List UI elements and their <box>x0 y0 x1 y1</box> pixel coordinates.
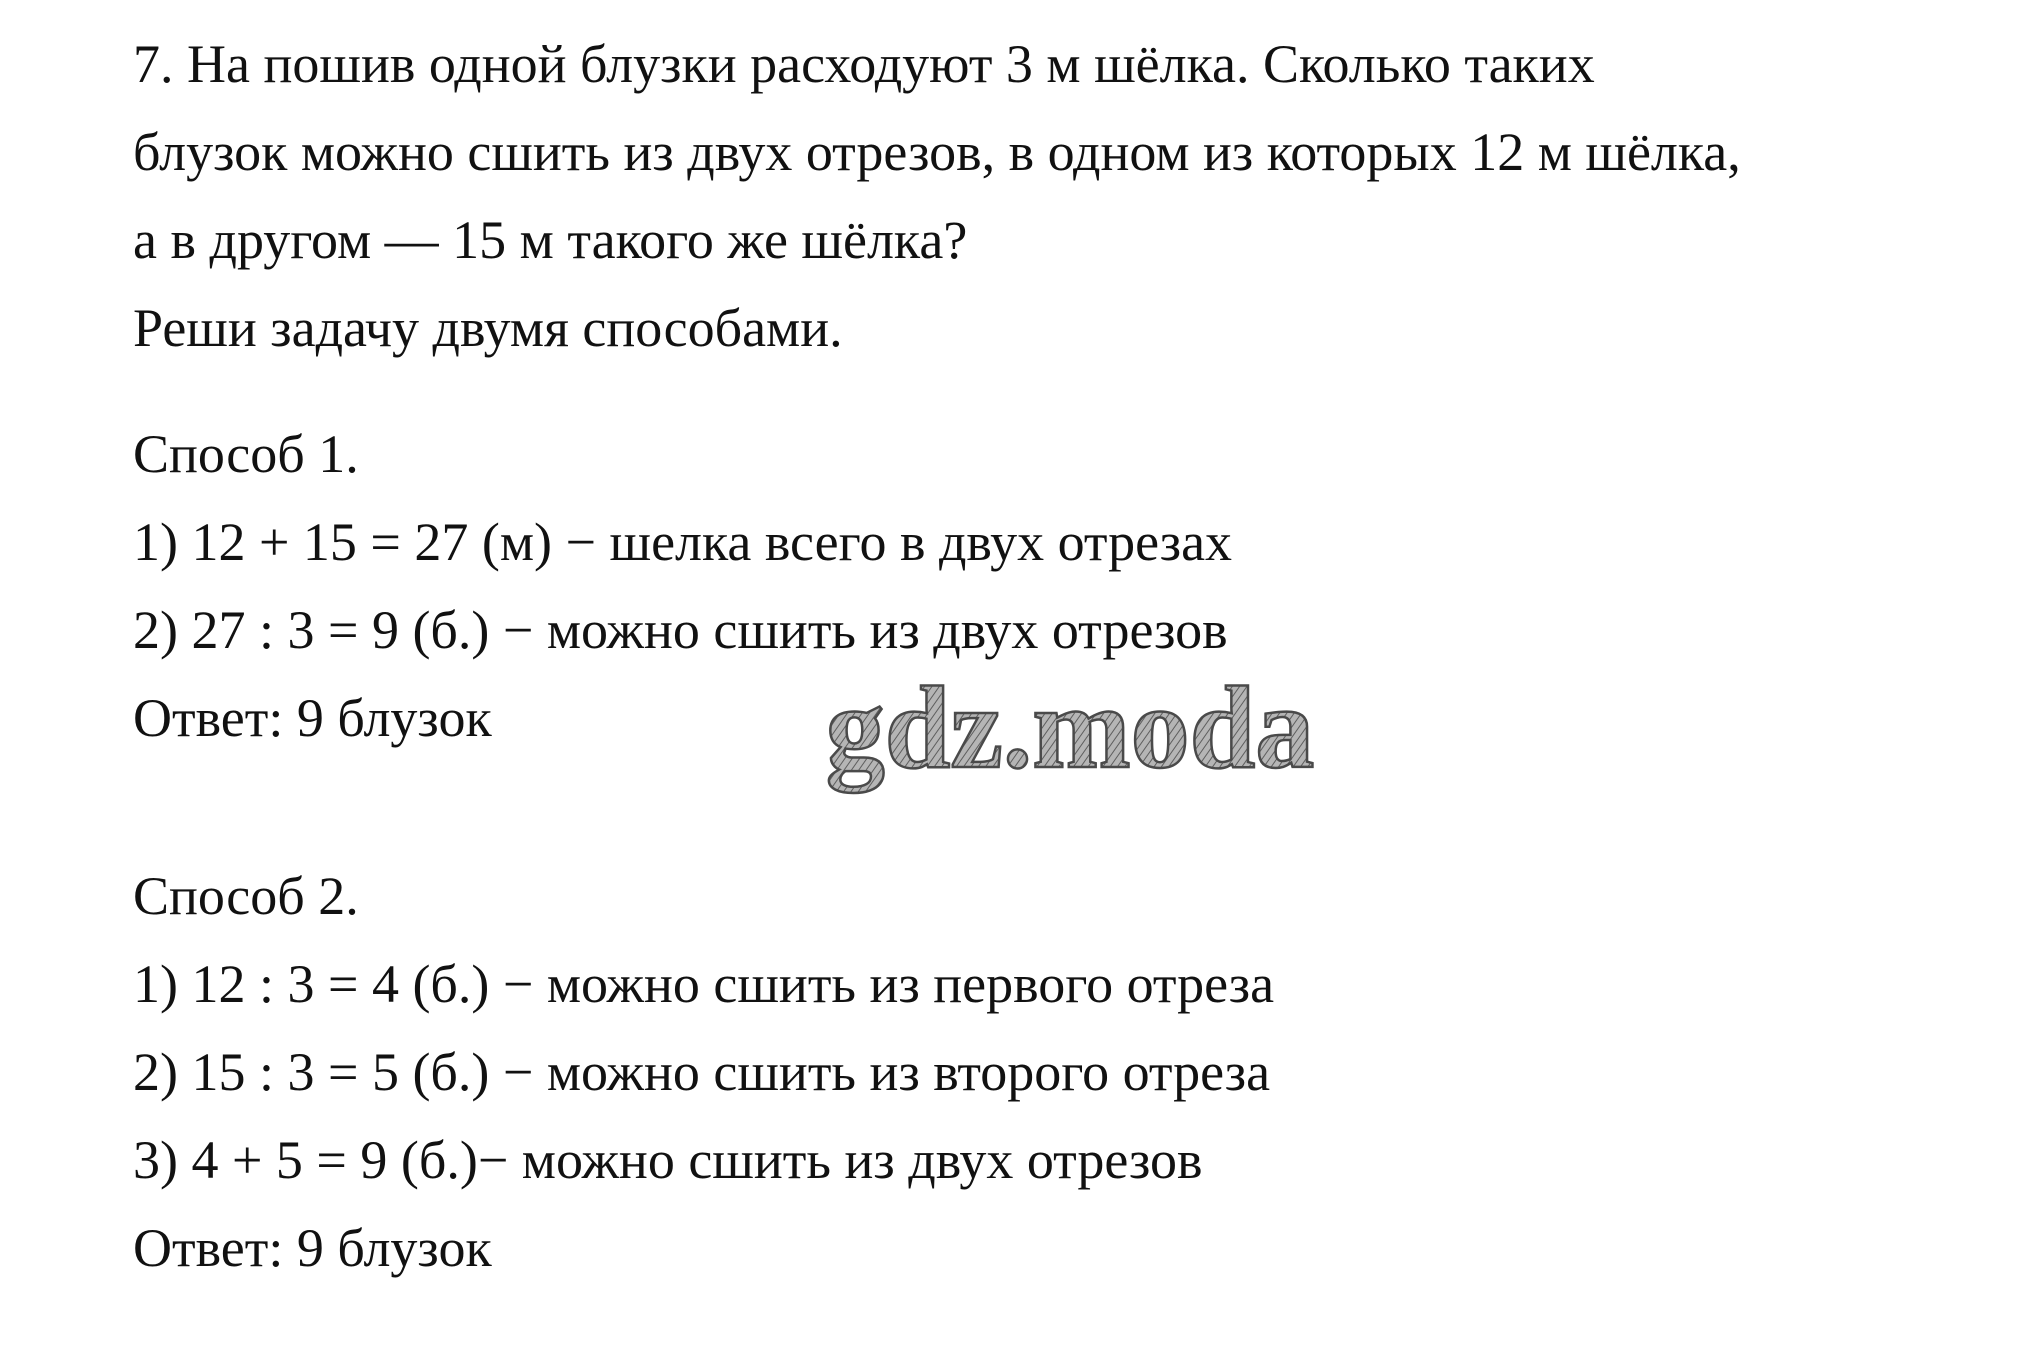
method-2-answer: Ответ: 9 блузок <box>133 1218 492 1278</box>
task-line-3: а в другом — 15 м такого же шёлка? <box>133 210 968 270</box>
task-instruction: Реши задачу двумя способами. <box>133 298 843 358</box>
method-2-step-1: 1) 12 : 3 = 4 (б.) − можно сшить из первого отреза <box>133 954 1275 1014</box>
method-1-title: Способ 1. <box>133 424 359 484</box>
task-line-2: блузок можно сшить из двух отрезов, в одном из которых 12 м шёлка, <box>133 122 1741 182</box>
watermark-text: gdz.moda <box>825 662 1315 793</box>
method-1-step-2: 2) 27 : 3 = 9 (б.) − можно сшить из двух отрезов <box>133 600 1228 660</box>
method-2-title: Способ 2. <box>133 866 359 926</box>
method-1-answer: Ответ: 9 блузок <box>133 688 492 748</box>
method-2-step-2: 2) 15 : 3 = 5 (б.) − можно сшить из второго отреза <box>133 1042 1271 1102</box>
task-line-1: 7. На пошив одной блузки расходуют 3 м шёлка. Сколько таких <box>133 34 1595 94</box>
document-page <box>133 0 1993 1366</box>
method-1-step-1: 1) 12 + 15 = 27 (м) − шелка всего в двух отрезах <box>133 512 1233 572</box>
method-2-step-3: 3) 4 + 5 = 9 (б.)− можно сшить из двух отрезов <box>133 1130 1203 1190</box>
